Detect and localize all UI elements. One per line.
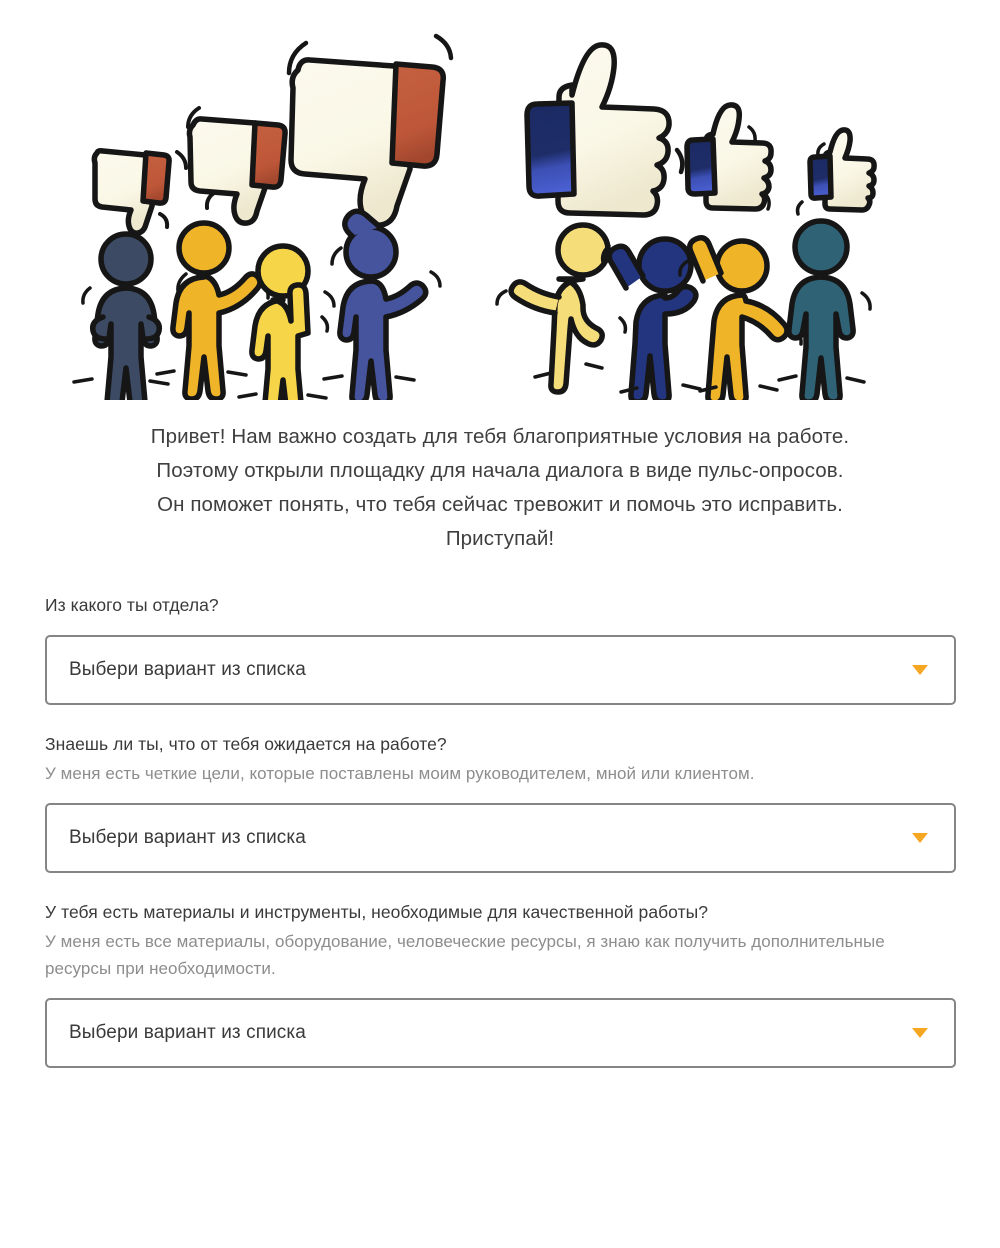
thumbs-up-small-icon: [798, 130, 875, 214]
chevron-down-icon: [912, 833, 928, 843]
intro-line-3: Он поможет понять, что тебя сейчас тревожит и помочь это исправить.: [157, 493, 843, 516]
question-field-expectations: [45, 731, 956, 873]
question-field-department: [45, 592, 956, 705]
question-title: Из какого ты отдела?: [45, 595, 219, 615]
select-value: Выбери вариант из списка: [69, 1022, 306, 1043]
select-value: Выбери вариант из списка: [69, 827, 306, 848]
thumbs-down-small-icon: [94, 151, 186, 233]
intro-line-2: Поэтому открыли площадку для начала диалога в виде пульс-опросов.: [156, 459, 844, 482]
chevron-down-icon: [912, 665, 928, 675]
question-title: У тебя есть материалы и инструменты, необходимые для качественной работы?: [45, 902, 709, 922]
question-help-text: У меня есть четкие цели, которые поставлены моим руководителем, мной или клиентом.: [45, 764, 755, 783]
thumbs-and-people-illustration: [0, 0, 1000, 400]
intro-paragraph: [0, 400, 1000, 556]
intro-line-4: Приступай!: [445, 527, 555, 550]
select-value: Выбери вариант из списка: [69, 659, 306, 680]
expectations-select[interactable]: [45, 803, 956, 873]
thumbs-up-large-icon: [527, 45, 682, 215]
thumbs-down-large-icon: [289, 36, 451, 225]
department-select[interactable]: [45, 635, 956, 705]
hero-illustration: [0, 0, 1000, 400]
person-figure-royal-blue: [324, 211, 440, 400]
person-figure-amber-right: [680, 238, 801, 400]
person-figure-slate: [74, 234, 168, 400]
chevron-down-icon: [912, 1028, 928, 1038]
thumbs-up-medium-icon: [687, 105, 771, 209]
question-help-text: У меня есть все материалы, оборудование, человеческие ресурсы, я знаю как получить дополнительные ресурсы при необходимости.: [45, 932, 885, 978]
question-field-materials: [45, 899, 956, 1068]
materials-select[interactable]: [45, 998, 956, 1068]
person-figure-amber: [157, 223, 268, 399]
intro-line-1: Привет! Нам важно создать для тебя благоприятные условия на работе.: [150, 425, 850, 448]
question-title: Знаешь ли ты, что от тебя ожидается на работе?: [45, 734, 447, 754]
thumbs-down-medium-icon: [188, 108, 285, 223]
person-figure-yellow: [239, 246, 334, 400]
survey-form: [0, 556, 1000, 1108]
person-figure-teal: [779, 221, 870, 400]
